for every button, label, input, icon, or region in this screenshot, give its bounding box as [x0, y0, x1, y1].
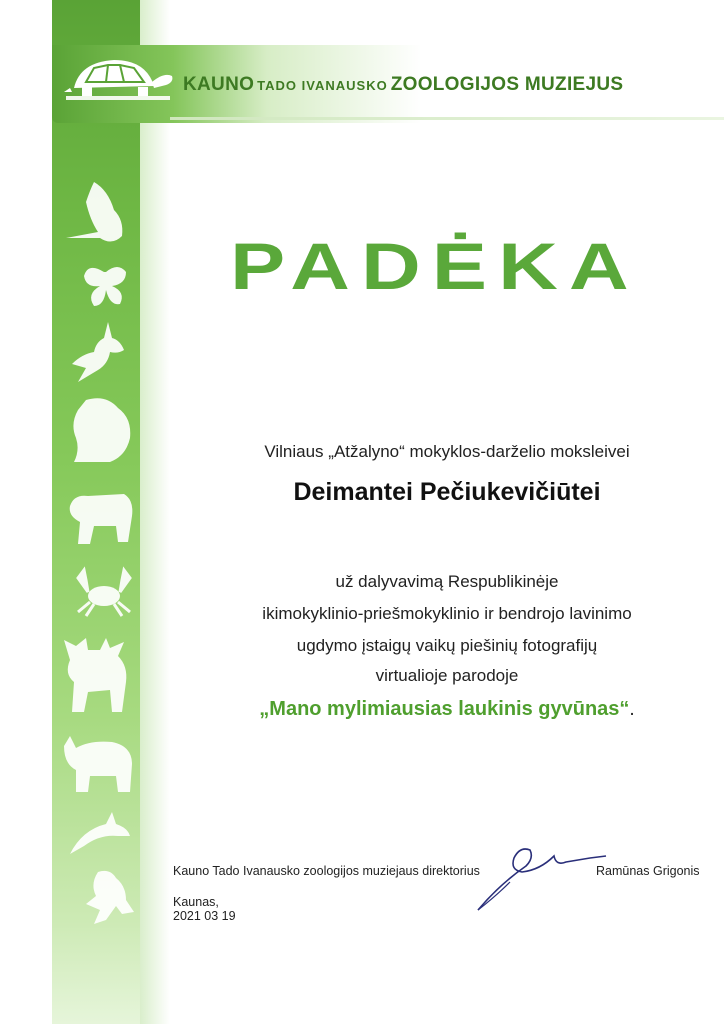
bear-icon	[64, 486, 136, 550]
recipient-name: Deimantei Pečiukevičiūtei	[293, 478, 601, 506]
exhibition-line	[170, 698, 724, 721]
museum-title-word1: KAUNO	[183, 74, 255, 95]
moose-icon	[60, 636, 136, 716]
dolphin-icon	[66, 810, 132, 860]
reason-line-3: ugdymo įstaigų vaikų piešinių fotografijų	[296, 636, 598, 655]
turtle-logo-icon	[60, 52, 178, 104]
director-title: Kauno Tado Ivanausko zoologijos muziejaus direktorius	[173, 864, 480, 878]
signature-graphic	[470, 836, 610, 916]
crab-icon	[76, 566, 132, 618]
place: Kaunas,	[173, 895, 219, 909]
butterfly-icon	[82, 262, 128, 310]
museum-title-word3: ZOOLOGIJOS MUZIEJUS	[390, 74, 624, 95]
header-divider	[170, 117, 724, 120]
reason-line-4: virtualioje parodoje	[375, 666, 519, 685]
date: 2021 03 19	[173, 909, 236, 923]
rhino-icon	[60, 734, 136, 796]
exhibition-suffix: .	[629, 699, 635, 720]
bird-icon	[64, 180, 134, 252]
director-name: Ramūnas Grigonis	[596, 864, 700, 878]
hare-icon	[68, 320, 132, 384]
strip-fade	[140, 0, 170, 1024]
exhibition-title: „Mano mylimiausias laukinis gyvūnas“	[259, 698, 630, 720]
lion-icon	[66, 394, 136, 464]
museum-title	[183, 74, 623, 96]
museum-title-word2: TADO IVANAUSKO	[257, 78, 388, 93]
recipient-school: Vilniaus „Atžalyno“ mokyklos-darželio moksleivei	[264, 442, 630, 461]
frog-icon	[82, 868, 136, 928]
reason-line-1: už dalyvavimą Respublikinėje	[335, 572, 559, 591]
reason-line-2: ikimokyklinio-priešmokyklinio ir bendrojo lavinimo	[262, 604, 632, 623]
certificate-title: PADĖKA	[230, 229, 640, 303]
